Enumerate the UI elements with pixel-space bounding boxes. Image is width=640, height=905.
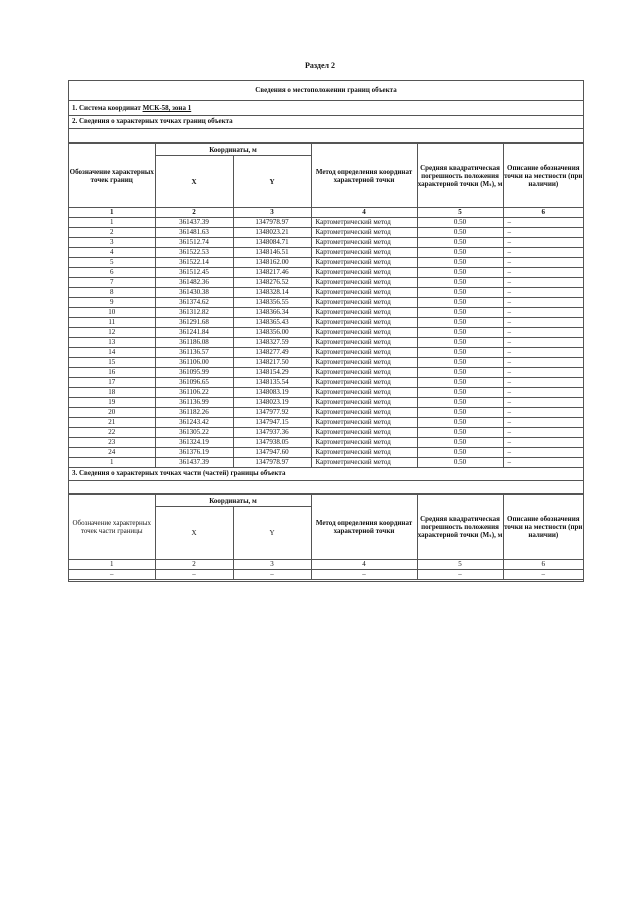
header-x: X bbox=[155, 156, 233, 208]
description-cell: – bbox=[503, 308, 583, 318]
accuracy-cell: 0.50 bbox=[417, 418, 503, 428]
point-number-cell: 23 bbox=[69, 438, 155, 448]
column-number: 3 bbox=[233, 208, 311, 218]
header-accuracy: Средняя квадратическая погрешность положения характерной точки (Mₜ), м bbox=[417, 495, 503, 560]
description-cell: – bbox=[503, 248, 583, 258]
column-number: 4 bbox=[311, 560, 417, 570]
coord-y-cell: 1347978.97 bbox=[233, 458, 311, 468]
description-cell: – bbox=[503, 298, 583, 308]
section-title: Сведения о местоположении границ объекта bbox=[69, 81, 583, 101]
header-x: X bbox=[155, 507, 233, 560]
accuracy-cell: 0.50 bbox=[417, 348, 503, 358]
coord-x-cell: 361182.26 bbox=[155, 408, 233, 418]
coord-x-cell: 361430.38 bbox=[155, 288, 233, 298]
table-row bbox=[69, 398, 583, 408]
accuracy-cell: 0.50 bbox=[417, 428, 503, 438]
coord-x-cell: – bbox=[155, 570, 233, 580]
coord-x-cell: 361481.63 bbox=[155, 228, 233, 238]
boundary-document bbox=[68, 80, 584, 582]
table-row bbox=[69, 268, 583, 278]
coord-x-cell: 361241.84 bbox=[155, 328, 233, 338]
point-number-cell: 15 bbox=[69, 358, 155, 368]
header-description: Описание обозначения точки на местности (при наличии) bbox=[503, 144, 583, 208]
description-cell: – bbox=[503, 448, 583, 458]
method-cell: Картометрический метод bbox=[311, 418, 417, 428]
table-row bbox=[69, 288, 583, 298]
coord-y-cell: 1347978.97 bbox=[233, 218, 311, 228]
table-row bbox=[69, 228, 583, 238]
column-number: 4 bbox=[311, 208, 417, 218]
table-row bbox=[69, 318, 583, 328]
accuracy-cell: 0.50 bbox=[417, 368, 503, 378]
table-row bbox=[69, 248, 583, 258]
parts-table bbox=[69, 494, 583, 580]
accuracy-cell: 0.50 bbox=[417, 308, 503, 318]
spacer bbox=[69, 129, 583, 143]
table-row bbox=[69, 448, 583, 458]
method-cell: Картометрический метод bbox=[311, 368, 417, 378]
point-number-cell: – bbox=[69, 570, 155, 580]
header-coords: Координаты, м bbox=[155, 144, 311, 156]
coord-y-cell: 1348135.54 bbox=[233, 378, 311, 388]
description-cell: – bbox=[503, 268, 583, 278]
coord-x-cell: 361324.19 bbox=[155, 438, 233, 448]
method-cell: Картометрический метод bbox=[311, 388, 417, 398]
method-cell: Картометрический метод bbox=[311, 398, 417, 408]
column-numbers-row bbox=[69, 208, 583, 218]
description-cell: – bbox=[503, 570, 583, 580]
coord-y-cell: 1348328.14 bbox=[233, 288, 311, 298]
method-cell: Картометрический метод bbox=[311, 278, 417, 288]
method-cell: Картометрический метод bbox=[311, 458, 417, 468]
header-y: Y bbox=[233, 156, 311, 208]
description-cell: – bbox=[503, 348, 583, 358]
column-number: 1 bbox=[69, 208, 155, 218]
coord-x-cell: 361136.57 bbox=[155, 348, 233, 358]
table-row bbox=[69, 570, 583, 580]
point-number-cell: 21 bbox=[69, 418, 155, 428]
coord-x-cell: 361482.36 bbox=[155, 278, 233, 288]
method-cell: Картометрический метод bbox=[311, 448, 417, 458]
accuracy-cell: 0.50 bbox=[417, 318, 503, 328]
table-row bbox=[69, 438, 583, 448]
coord-y-cell: 1348277.49 bbox=[233, 348, 311, 358]
coord-y-cell: 1347977.92 bbox=[233, 408, 311, 418]
coord-y-cell: 1348154.29 bbox=[233, 368, 311, 378]
header-method: Метод определения координат характерной точки bbox=[311, 144, 417, 208]
header-y: Y bbox=[233, 507, 311, 560]
accuracy-cell: 0.50 bbox=[417, 228, 503, 238]
description-cell: – bbox=[503, 338, 583, 348]
accuracy-cell: – bbox=[417, 570, 503, 580]
description-cell: – bbox=[503, 418, 583, 428]
coord-y-cell: 1348023.19 bbox=[233, 398, 311, 408]
coord-y-cell: 1347937.36 bbox=[233, 428, 311, 438]
description-cell: – bbox=[503, 398, 583, 408]
method-cell: Картометрический метод bbox=[311, 328, 417, 338]
accuracy-cell: 0.50 bbox=[417, 278, 503, 288]
accuracy-cell: 0.50 bbox=[417, 378, 503, 388]
coord-y-cell: 1348023.21 bbox=[233, 228, 311, 238]
accuracy-cell: 0.50 bbox=[417, 298, 503, 308]
accuracy-cell: 0.50 bbox=[417, 238, 503, 248]
point-number-cell: 22 bbox=[69, 428, 155, 438]
point-number-cell: 18 bbox=[69, 388, 155, 398]
table-row bbox=[69, 328, 583, 338]
description-cell: – bbox=[503, 228, 583, 238]
coord-x-cell: 361522.53 bbox=[155, 248, 233, 258]
accuracy-cell: 0.50 bbox=[417, 458, 503, 468]
header-accuracy: Средняя квадратическая погрешность положения характерной точки (Mₜ), м bbox=[417, 144, 503, 208]
accuracy-cell: 0.50 bbox=[417, 338, 503, 348]
accuracy-cell: 0.50 bbox=[417, 288, 503, 298]
table-row bbox=[69, 368, 583, 378]
coord-y-cell: 1348365.43 bbox=[233, 318, 311, 328]
accuracy-cell: 0.50 bbox=[417, 438, 503, 448]
accuracy-cell: 0.50 bbox=[417, 268, 503, 278]
point-number-cell: 16 bbox=[69, 368, 155, 378]
accuracy-cell: 0.50 bbox=[417, 258, 503, 268]
coord-x-cell: 361512.74 bbox=[155, 238, 233, 248]
coord-x-cell: 361136.99 bbox=[155, 398, 233, 408]
method-cell: Картометрический метод bbox=[311, 268, 417, 278]
coord-x-cell: 361376.19 bbox=[155, 448, 233, 458]
coord-y-cell: 1347938.05 bbox=[233, 438, 311, 448]
coordinate-system-value: МСК-58, зона 1 bbox=[142, 104, 192, 112]
coord-x-cell: 361437.39 bbox=[155, 218, 233, 228]
coord-x-cell: 361291.68 bbox=[155, 318, 233, 328]
description-cell: – bbox=[503, 428, 583, 438]
column-numbers-row bbox=[69, 560, 583, 570]
point-number-cell: 8 bbox=[69, 288, 155, 298]
coord-x-cell: 361312.82 bbox=[155, 308, 233, 318]
coord-y-cell: 1348217.46 bbox=[233, 268, 311, 278]
column-number: 2 bbox=[155, 560, 233, 570]
method-cell: Картометрический метод bbox=[311, 338, 417, 348]
points-table bbox=[69, 143, 583, 468]
coord-y-cell: 1348146.51 bbox=[233, 248, 311, 258]
coord-x-cell: 361512.45 bbox=[155, 268, 233, 278]
description-cell: – bbox=[503, 368, 583, 378]
coord-x-cell: 361095.99 bbox=[155, 368, 233, 378]
method-cell: Картометрический метод bbox=[311, 238, 417, 248]
description-cell: – bbox=[503, 358, 583, 368]
points-section-label: 2. Сведения о характерных точках границ объекта bbox=[69, 116, 583, 129]
header-description: Описание обозначения точки на местности (при наличии) bbox=[503, 495, 583, 560]
method-cell: Картометрический метод bbox=[311, 358, 417, 368]
coord-x-cell: 361096.65 bbox=[155, 378, 233, 388]
coord-y-cell: 1347947.60 bbox=[233, 448, 311, 458]
table-row bbox=[69, 358, 583, 368]
method-cell: Картометрический метод bbox=[311, 288, 417, 298]
description-cell: – bbox=[503, 438, 583, 448]
method-cell: – bbox=[311, 570, 417, 580]
table-row bbox=[69, 388, 583, 398]
point-number-cell: 17 bbox=[69, 378, 155, 388]
accuracy-cell: 0.50 bbox=[417, 448, 503, 458]
column-number: 2 bbox=[155, 208, 233, 218]
coord-y-cell: 1348327.59 bbox=[233, 338, 311, 348]
header-method: Метод определения координат характерной точки bbox=[311, 495, 417, 560]
page-title: Раздел 2 bbox=[304, 61, 336, 70]
column-number: 5 bbox=[417, 208, 503, 218]
table-row bbox=[69, 348, 583, 358]
point-number-cell: 7 bbox=[69, 278, 155, 288]
point-number-cell: 9 bbox=[69, 298, 155, 308]
accuracy-cell: 0.50 bbox=[417, 218, 503, 228]
description-cell: – bbox=[503, 258, 583, 268]
accuracy-cell: 0.50 bbox=[417, 248, 503, 258]
table-row bbox=[69, 458, 583, 468]
description-cell: – bbox=[503, 378, 583, 388]
point-number-cell: 14 bbox=[69, 348, 155, 358]
coord-x-cell: 361374.62 bbox=[155, 298, 233, 308]
coord-y-cell: 1348217.50 bbox=[233, 358, 311, 368]
coord-y-cell: 1347947.15 bbox=[233, 418, 311, 428]
coord-y-cell: 1348084.71 bbox=[233, 238, 311, 248]
coord-x-cell: 361243.42 bbox=[155, 418, 233, 428]
description-cell: – bbox=[503, 238, 583, 248]
coord-y-cell: 1348356.00 bbox=[233, 328, 311, 338]
method-cell: Картометрический метод bbox=[311, 258, 417, 268]
header-designation: Обозначение характерных точек границ bbox=[69, 144, 155, 208]
method-cell: Картометрический метод bbox=[311, 378, 417, 388]
table-bottom-rule bbox=[69, 580, 583, 582]
column-number: 6 bbox=[503, 208, 583, 218]
method-cell: Картометрический метод bbox=[311, 308, 417, 318]
point-number-cell: 19 bbox=[69, 398, 155, 408]
point-number-cell: 24 bbox=[69, 448, 155, 458]
column-number: 5 bbox=[417, 560, 503, 570]
coordinate-system bbox=[69, 101, 583, 116]
table-row bbox=[69, 408, 583, 418]
table-row bbox=[69, 378, 583, 388]
table-row bbox=[69, 418, 583, 428]
column-number: 1 bbox=[69, 560, 155, 570]
description-cell: – bbox=[503, 318, 583, 328]
table-row bbox=[69, 218, 583, 228]
parts-section-label: 3. Сведения о характерных точках части (частей) границы объекта bbox=[69, 468, 583, 481]
point-number-cell: 20 bbox=[69, 408, 155, 418]
header-coords: Координаты, м bbox=[155, 495, 311, 507]
coord-y-cell: 1348083.19 bbox=[233, 388, 311, 398]
coord-y-cell: 1348356.55 bbox=[233, 298, 311, 308]
method-cell: Картометрический метод bbox=[311, 298, 417, 308]
coord-x-cell: 361305.22 bbox=[155, 428, 233, 438]
coordinate-system-label: 1. Система координат bbox=[72, 104, 141, 112]
point-number-cell: 1 bbox=[69, 458, 155, 468]
coord-y-cell: – bbox=[233, 570, 311, 580]
point-number-cell: 5 bbox=[69, 258, 155, 268]
table-row bbox=[69, 238, 583, 248]
accuracy-cell: 0.50 bbox=[417, 398, 503, 408]
table-row bbox=[69, 338, 583, 348]
table-row bbox=[69, 428, 583, 438]
table-row bbox=[69, 308, 583, 318]
column-number: 6 bbox=[503, 560, 583, 570]
header-designation: Обозначение характерных точек части границы bbox=[69, 495, 155, 560]
accuracy-cell: 0.50 bbox=[417, 408, 503, 418]
description-cell: – bbox=[503, 278, 583, 288]
description-cell: – bbox=[503, 218, 583, 228]
method-cell: Картометрический метод bbox=[311, 408, 417, 418]
accuracy-cell: 0.50 bbox=[417, 358, 503, 368]
point-number-cell: 13 bbox=[69, 338, 155, 348]
description-cell: – bbox=[503, 458, 583, 468]
accuracy-cell: 0.50 bbox=[417, 388, 503, 398]
method-cell: Картометрический метод bbox=[311, 318, 417, 328]
method-cell: Картометрический метод bbox=[311, 438, 417, 448]
point-number-cell: 10 bbox=[69, 308, 155, 318]
coord-x-cell: 361186.08 bbox=[155, 338, 233, 348]
coord-x-cell: 361522.14 bbox=[155, 258, 233, 268]
point-number-cell: 3 bbox=[69, 238, 155, 248]
table-row bbox=[69, 258, 583, 268]
point-number-cell: 12 bbox=[69, 328, 155, 338]
point-number-cell: 11 bbox=[69, 318, 155, 328]
description-cell: – bbox=[503, 388, 583, 398]
method-cell: Картометрический метод bbox=[311, 228, 417, 238]
description-cell: – bbox=[503, 288, 583, 298]
point-number-cell: 6 bbox=[69, 268, 155, 278]
point-number-cell: 2 bbox=[69, 228, 155, 238]
table-row bbox=[69, 298, 583, 308]
method-cell: Картометрический метод bbox=[311, 248, 417, 258]
point-number-cell: 1 bbox=[69, 218, 155, 228]
coord-y-cell: 1348276.52 bbox=[233, 278, 311, 288]
accuracy-cell: 0.50 bbox=[417, 328, 503, 338]
method-cell: Картометрический метод bbox=[311, 218, 417, 228]
coord-x-cell: 361106.22 bbox=[155, 388, 233, 398]
coord-y-cell: 1348162.00 bbox=[233, 258, 311, 268]
column-number: 3 bbox=[233, 560, 311, 570]
method-cell: Картометрический метод bbox=[311, 348, 417, 358]
coord-y-cell: 1348366.34 bbox=[233, 308, 311, 318]
description-cell: – bbox=[503, 408, 583, 418]
spacer bbox=[69, 481, 583, 494]
table-row bbox=[69, 278, 583, 288]
point-number-cell: 4 bbox=[69, 248, 155, 258]
description-cell: – bbox=[503, 328, 583, 338]
coord-x-cell: 361106.00 bbox=[155, 358, 233, 368]
method-cell: Картометрический метод bbox=[311, 428, 417, 438]
coord-x-cell: 361437.39 bbox=[155, 458, 233, 468]
